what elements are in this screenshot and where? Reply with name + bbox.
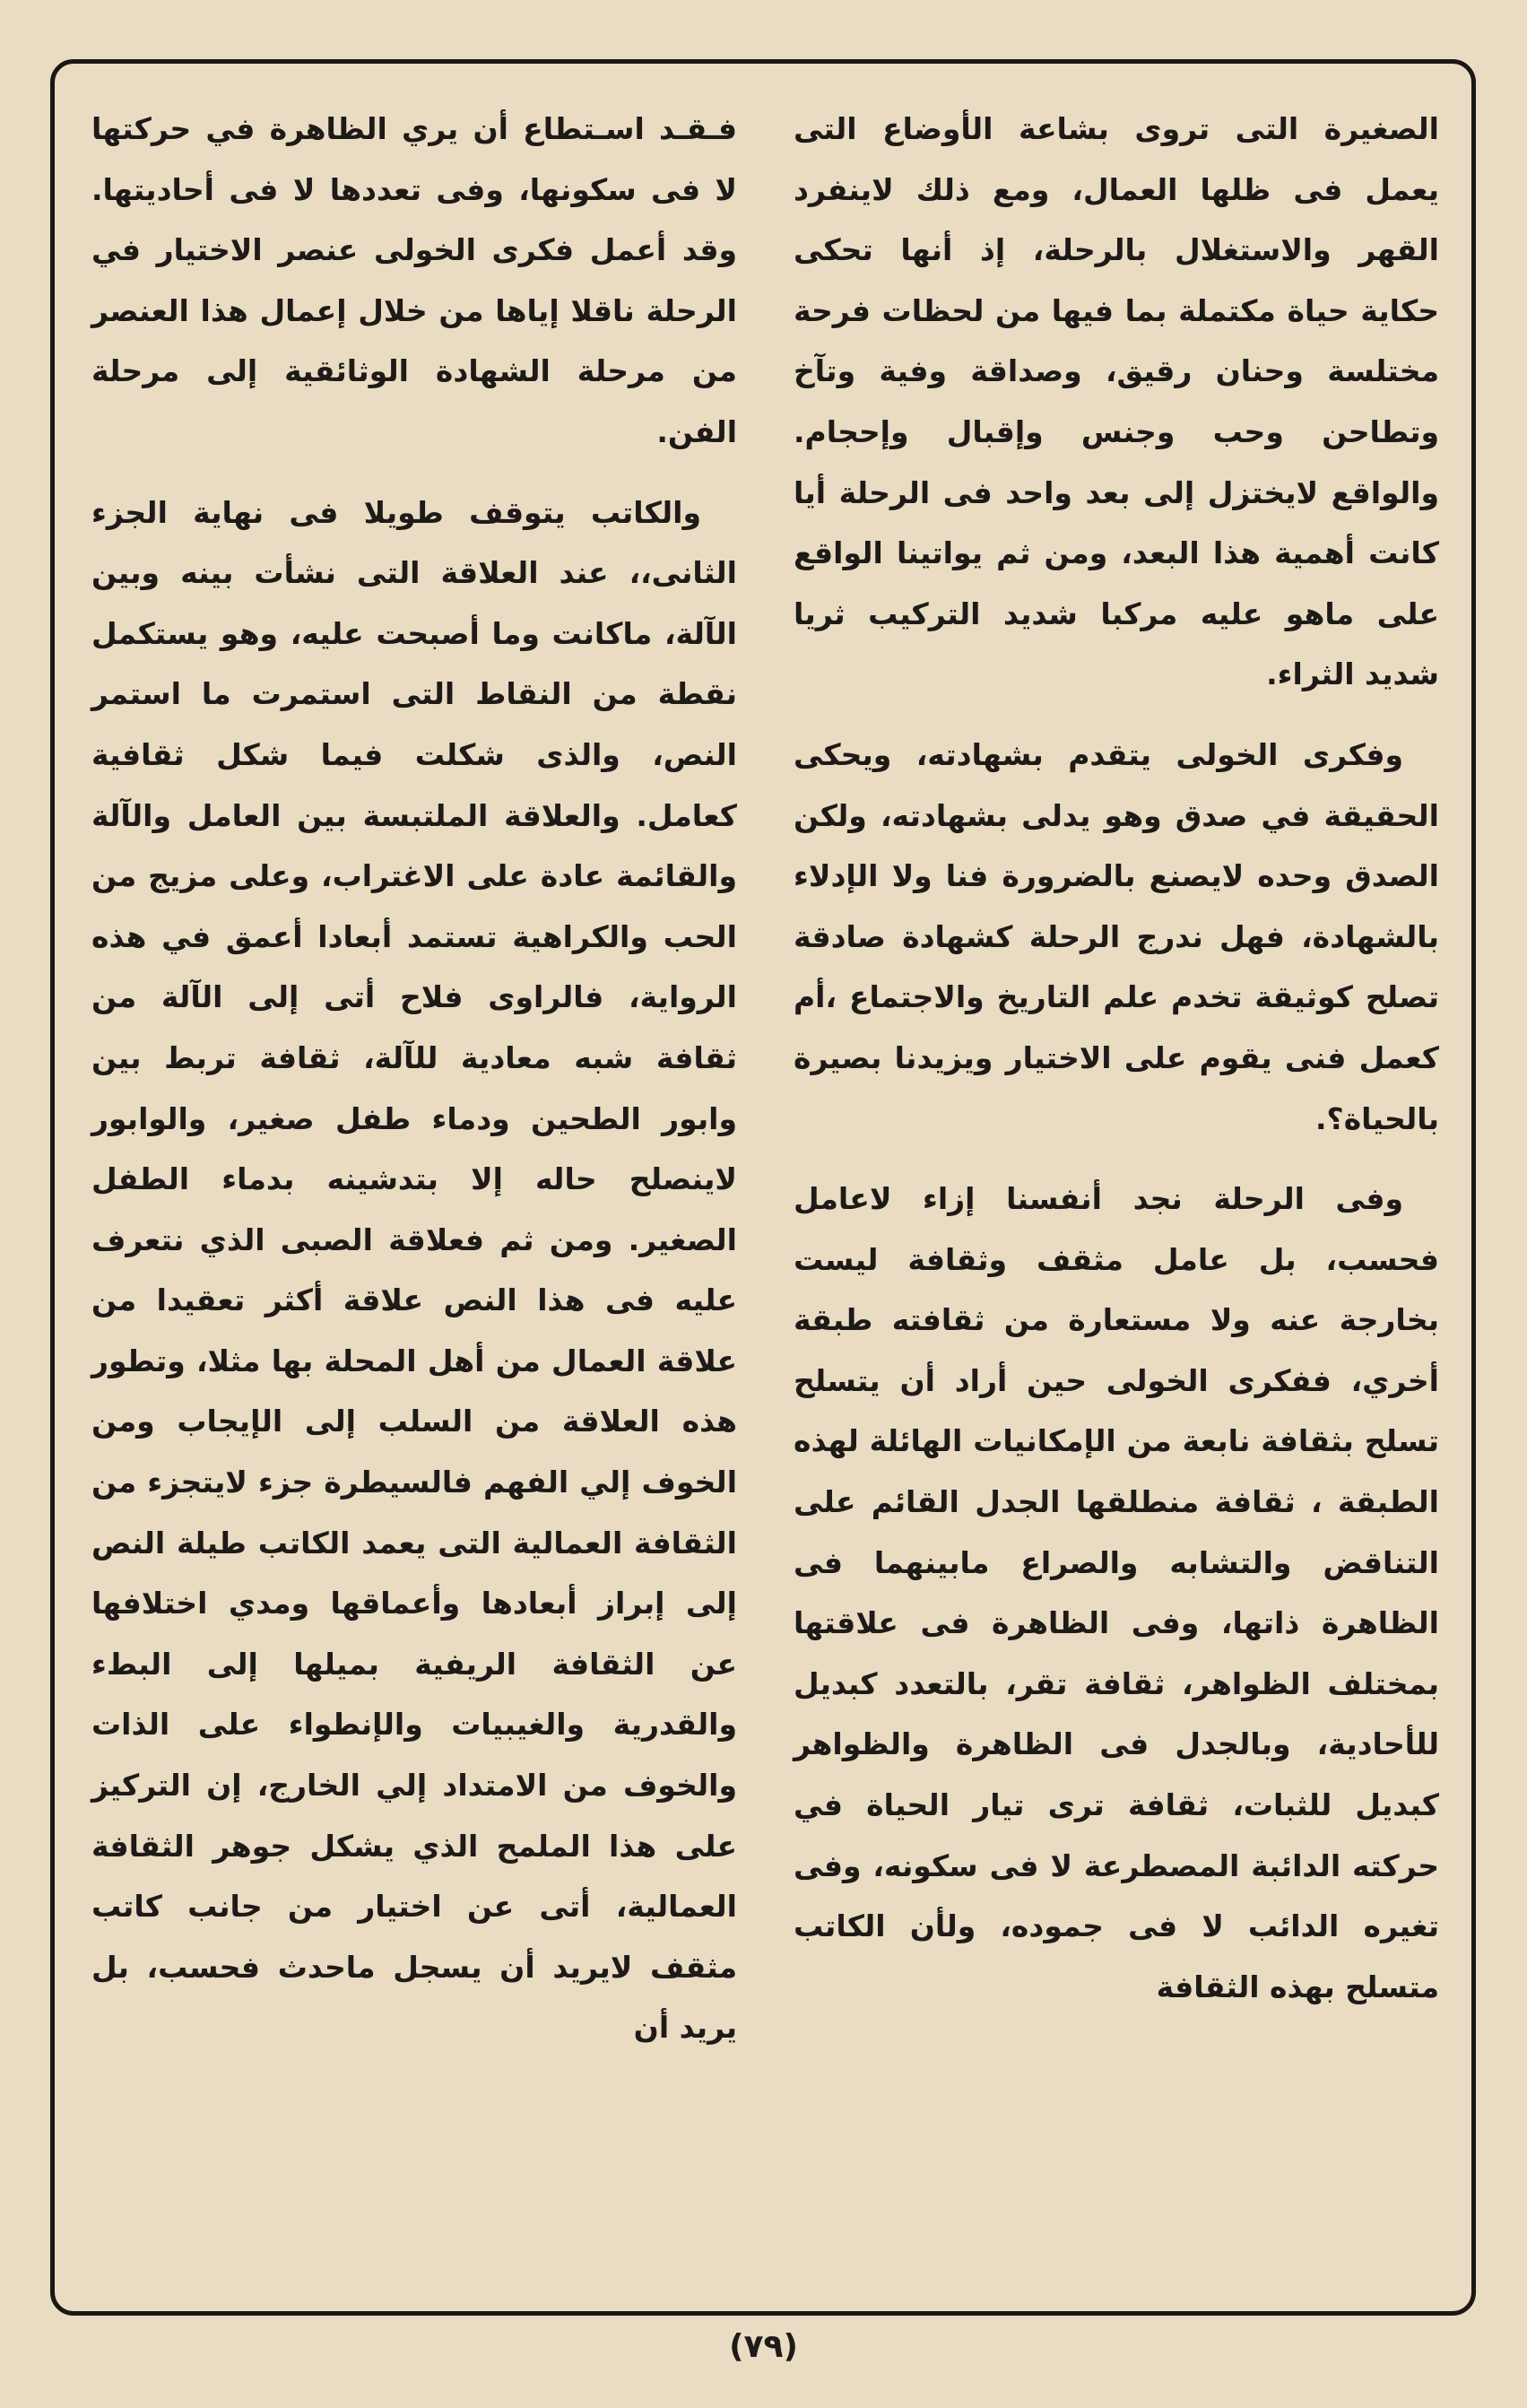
page-number: (٧٩) [729, 2328, 798, 2365]
left-column [91, 99, 737, 2058]
right-column [794, 99, 1439, 2017]
paragraph-left-2: والكاتب يتوقف طويلا فى نهاية الجزء الثانى،، عند العلاقة التى نشأت بينه وبين الآلة، ماكانت وما أصبحت عليه، وهو يستكمل نقطة من النقاط التى استمرت ما استمر النص، والذى شكلت فيما شكل ثقافية كعامل. والعلاقة الملتبسة بين العامل والآلة والقائمة عادة على الاغتراب، وعلى مزيج من الحب والكراهية تستمد أبعادا أعمق في هذه الرواية، فالراوى فلاح أتى إلى الآلة من ثقافة شبه معادية للآلة، ثقافة تربط بين وابور الطحين ودماء طفل صغير، والوابور لاينصلح حاله إلا بتدشينه بدماء الطفل الصغير. ومن ثم فعلاقة الصبى الذي نتعرف عليه فى هذا النص علاقة أكثر تعقيدا من علاقة العمال من أهل المحلة بها مثلا، وتطور هذه العلاقة من السلب إلى الإيجاب ومن الخوف إلي الفهم فالسيطرة جزء لايتجزء من الثقافة العمالية التى يعمد الكاتب طيلة النص إلى إبراز أبعادها وأعماقها ومدي اختلافها عن الثقافة الريفية بميلها إلى البطء والقدرية والغيبيات والإنطواء على الذات والخوف من الامتداد إلي الخارج، إن التركيز على هذا الملمح الذي يشكل جوهر الثقافة العمالية، أتى عن اختيار من جانب كاتب مثقف لايريد أن يسجل ماحدث فحسب، بل يريد أن [91, 494, 737, 2046]
paragraph-left-1: فـقـد اسـتطاع أن يري الظاهرة في حركتها لا فى سكونها، وفى تعددها لا فى أحاديتها. وقد أعمل فكرى الخولى عنصر الاختيار في الرحلة ناقلا إياها من خلال إعمال هذا العنصر من مرحلة الشهادة الوثائقية إلى مرحلة الفن. [91, 111, 737, 449]
paragraph-right-3: وفى الرحلة نجد أنفسنا إزاء لاعامل فحسب، بل عامل مثقف وثقافة ليست بخارجة عنه ولا مستعارة من ثقافته طبقة أخري، ففكرى الخولى حين أراد أن يتسلح تسلح بثقافة نابعة من الإمكانيات الهائلة لهذه الطبقة ، ثقافة منطلقها الجدل القائم على التناقض والتشابه والصراع مابينهما فى الظاهرة ذاتها، وفى الظاهرة فى علاقتها بمختلف الظواهر، ثقافة تقر، بالتعدد كبديل للأحادية، وبالجدل فى الظاهرة والظواهر كبديل للثبات، ثقافة ترى تيار الحياة في حركته الدائبة المصطرعة لا فى سكونه، وفى تغيره الدائب لا فى جموده، ولأن الكاتب متسلح بهذه الثقافة [794, 1181, 1439, 2004]
paragraph-right-2: وفكرى الخولى يتقدم بشهادته، ويحكى الحقيقة في صدق وهو يدلى بشهادته، ولكن الصدق وحده لايصنع بالضرورة فنا ولا الإدلاء بالشهادة، فهل ندرج الرحلة كشهادة صادقة تصلح كوثيقة تخدم علم التاريخ والاجتماع ،أم كعمل فنى يقوم على الاختيار ويزيدنا بصيرة بالحياة؟. [794, 736, 1439, 1136]
paragraph-right-1: الصغيرة التى تروى بشاعة الأوضاع التى يعمل فى ظلها العمال، ومع ذلك لاينفرد القهر والاستغلال بالرحلة، إذ أنها تحكى حكاية حياة مكتملة بما فيها من لحظات فرحة مختلسة وحنان رقيق، وصداقة وفية وتآخ وتطاحن وحب وجنس وإقبال وإحجام. والواقع لايختزل إلى بعد واحد فى الرحلة أيا كانت أهمية هذا البعد، ومن ثم يواتينا الواقع على ماهو عليه مركبا شديد التركيب ثريا شديد الثراء. [794, 111, 1439, 692]
